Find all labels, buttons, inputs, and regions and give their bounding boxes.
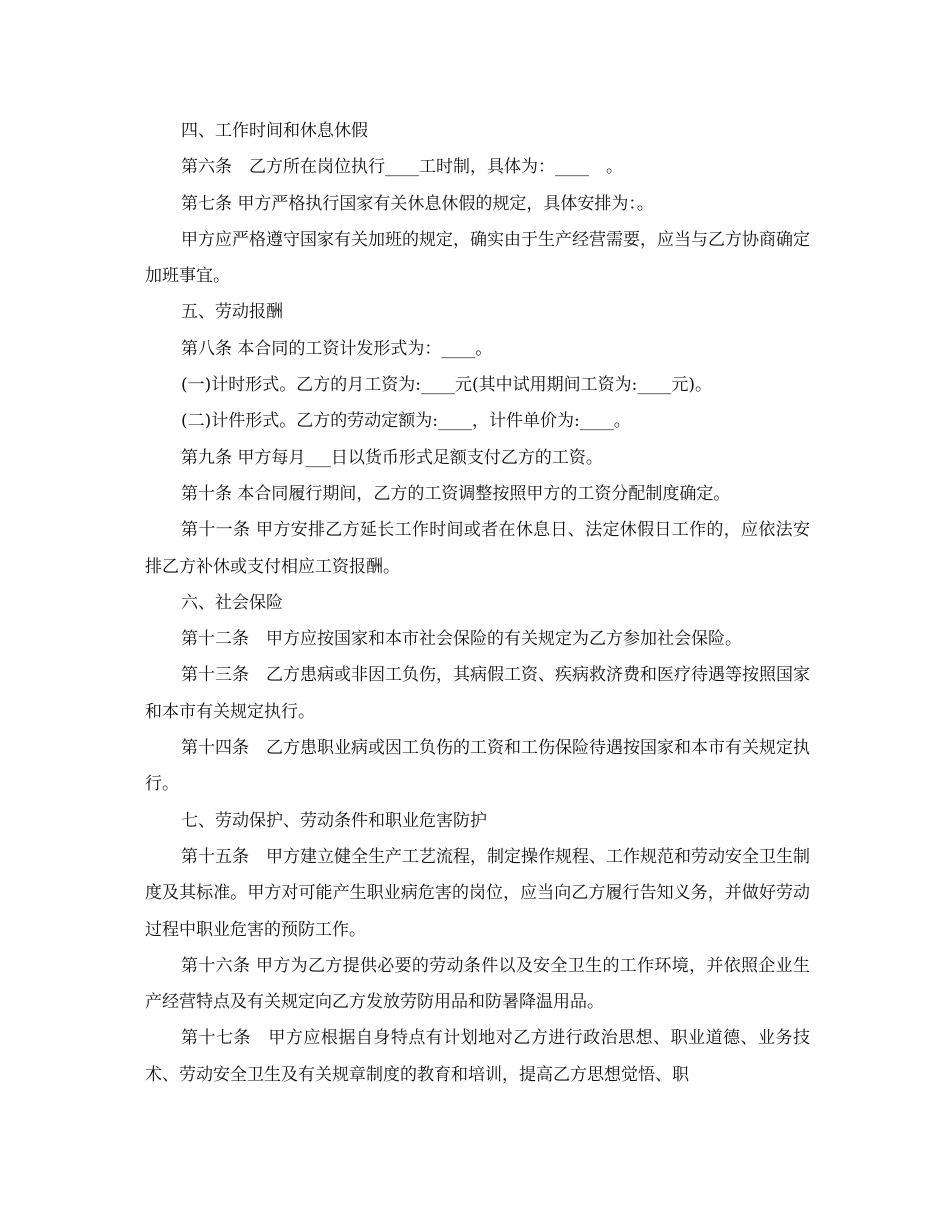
section-heading-work-time: 四、工作时间和休息休假 [181, 121, 368, 141]
article-10: 第十条 本合同履行期间，乙方的工资调整按照甲方的工资分配制度确定。 [181, 483, 731, 504]
article-12: 第十二条 甲方应按国家和本市社会保险的有关规定为乙方参加社会保险。 [181, 629, 742, 650]
section-heading-social-insurance: 六、社会保险 [181, 592, 283, 613]
article-8: 第八条 本合同的工资计发形式为：____。 [181, 338, 493, 359]
article-6: 第六条 乙方所在岗位执行____工时制，具体为：____ 。 [181, 157, 623, 178]
section-heading-labor-protection: 七、劳动保护、劳动条件和职业危害防护 [181, 810, 487, 831]
article-13: 第十三条 乙方患病或非因工负伤，其病假工资、疾病救济费和医疗待遇等按照国家和本市有关规定执行。 [145, 665, 810, 722]
article-7: 第七条 甲方严格执行国家有关休息休假的规定，具体安排为：。 [181, 193, 654, 214]
overtime-paragraph: 甲方应严格遵守国家有关加班的规定，确实由于生产经营需要，应当与乙方协商确定加班事宜。 [145, 229, 810, 287]
article-17: 第十七条 甲方应根据自身特点有计划地对乙方进行政治思想、职业道德、业务技术、劳动安全卫生及有关规章制度的教育和培训，提高乙方思想觉悟、职 [145, 1028, 810, 1085]
article-14: 第十四条 乙方患职业病或因工负伤的工资和工伤保险待遇按国家和本市有关规定执行。 [145, 738, 810, 795]
article-8-item-1: (一)计时形式。乙方的月工资为:____元(其中试用期间工资为:____元)。 [181, 375, 712, 396]
article-16: 第十六条 甲方为乙方提供必要的劳动条件以及安全卫生的工作环境，并依照企业生产经营特点及有关规定向乙方发放劳防用品和防暑降温用品。 [145, 955, 810, 1013]
article-15: 第十五条 甲方建立健全生产工艺流程，制定操作规程、工作规范和劳动安全卫生制度及其标准。甲方对可能产生职业病危害的岗位，应当向乙方履行告知义务，并做好劳动过程中职业危害的预防工作。 [145, 846, 810, 940]
article-11: 第十一条 甲方安排乙方延长工作时间或者在休息日、法定休假日工作的，应依法安排乙方补休或支付相应工资报酬。 [145, 520, 810, 577]
article-8-item-2: (二)计件形式。乙方的劳动定额为:____，计件单价为:____。 [181, 411, 631, 432]
document-body [145, 113, 810, 1093]
article-9: 第九条 甲方每月___日以货币形式足额支付乙方的工资。 [181, 447, 603, 468]
section-heading-remuneration: 五、劳动报酬 [181, 302, 283, 323]
